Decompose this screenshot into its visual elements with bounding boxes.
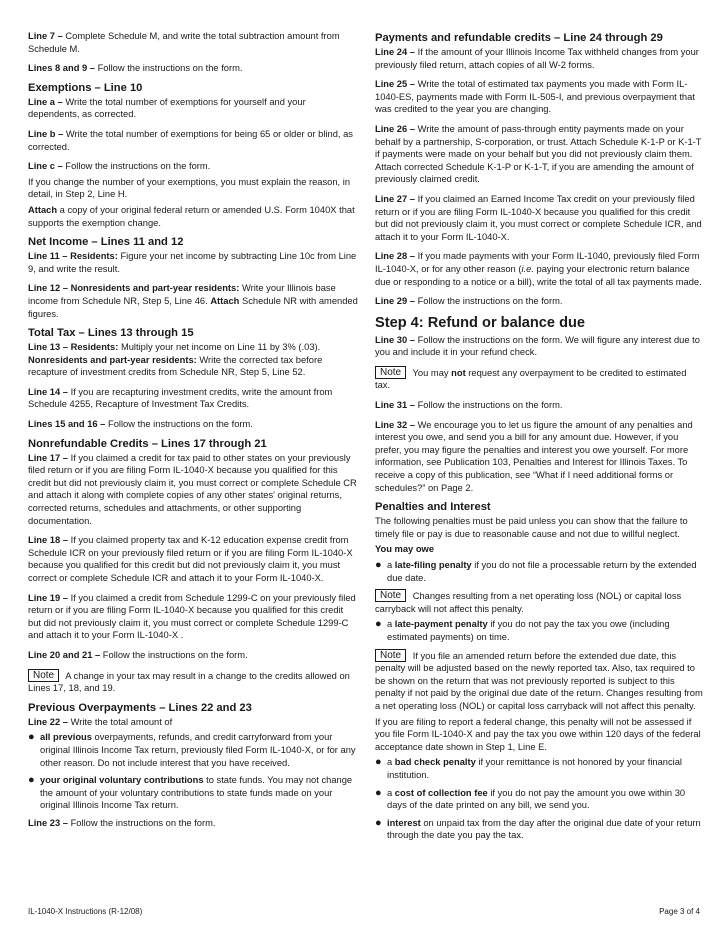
line-22: Line 22 – Write the total amount of [28, 716, 173, 727]
bullet-icon: ● [375, 786, 382, 799]
line-11: Line 11 – Residents: Figure your net income by subtracting Line 10c from Line 9, and write the result. [28, 251, 357, 274]
bullet-icon: ● [375, 756, 382, 769]
note-box: Note [28, 669, 59, 682]
payments-heading: Payments and refundable credits – Line 24 through 29 [375, 32, 663, 44]
right-column [375, 30, 703, 847]
note-box: Note [375, 589, 406, 602]
line-c: Line c – Follow the instructions on the form. [28, 161, 211, 172]
bullet-icon: ● [375, 559, 382, 571]
you-may-owe: You may owe [375, 544, 435, 555]
line-a: Line a – Write the total number of exemptions for yourself and your dependents, as corrected. [28, 96, 306, 120]
line-25: Line 25 – Write the total of estimated tax payments you made with Form IL-1040-ES, payments made with Form IL-505-I, and previous overpayment that was credited to the year you are changing. [375, 79, 695, 115]
penalties-heading: Penalties and Interest [375, 501, 491, 514]
total-tax-heading: Total Tax – Lines 13 through 15 [28, 327, 194, 340]
line-23: Line 23 – Follow the instructions on the form. [28, 817, 216, 828]
line-26: Line 26 – Write the amount of pass-through entity payments made on your behalf by a partnership, S-corporation, or trust. Attach Schedule K-1-P or K-1-T if payments were made on your behalf but you did not previously claim them. Attach corrected Schedule K-1-P or K-1-T, if you are amending the amount of previously claimed credit. [375, 123, 702, 185]
footer-page-number: Page 3 of 4 [659, 907, 700, 916]
line-18: Line 18 – If you claimed property tax and K-12 education expense credit from Schedule ICR on your previously filed return or if you are filing Form IL-1040-X because you qualified for this credit but did not previously claim it, you must correct or complete Schedule ICR and attach it to your Form IL-1040-X. [28, 535, 353, 583]
net-income-heading: Net Income – Lines 11 and 12 [28, 236, 184, 249]
bullet-icon: ● [28, 731, 35, 744]
line-19: Line 19 – If you claimed a credit from Schedule 1299-C on your previously filed return or if you are filing Form IL-1040-X because you qualified for this credit but did not previously claim it, you must correct or complete Schedule 1299-C and attach it to your Form IL-1040-X . [28, 592, 356, 641]
line-30: Line 30 – Follow the instructions on the form. We will figure any interest due to you and include it in your refund check. [375, 334, 700, 358]
list-item: ● a late-filing penalty if you do not file a processable return by the extended due date. [375, 559, 697, 583]
bullet-icon: ● [28, 774, 35, 787]
line-29: Line 29 – Follow the instructions on the form. [375, 296, 563, 307]
line-b: Line b – Write the total number of exemptions for being 65 or older or blind, as corrected. [28, 128, 353, 152]
credits-note: Note A change in your tax may result in a change to the credits allowed on Lines 17, 18, and 19. [28, 669, 350, 694]
line-13: Line 13 – Residents: Multiply your net income on Line 11 by 3% (.03). Nonresidents and part-year residents: Write the corrected tax before recapture of investment credits from Schedule NR, Step 5, Line 52. [28, 342, 323, 378]
line-27: Line 27 – If you claimed an Earned Income Tax credit on your previously filed return or if you are filing Form IL-1040-X because you qualified for this credit but did not previously claim it, you must correct or complete Schedule ICR, and attach it to your Form IL-1040-X. [375, 193, 702, 242]
bullet-icon: ● [375, 816, 382, 829]
refund-note: Note You may not request any overpayment to be credited to estimated tax. [375, 366, 687, 391]
nonrefundable-heading: Nonrefundable Credits – Lines 17 through 21 [28, 437, 267, 450]
line-28: Line 28 – If you made payments with your Form IL-1040, previously filed Form IL-1040-X, or for any other reason (i.e. paying your electronic return balance due or responding to a notice or a bill), write the total of all tax payments made. [375, 251, 702, 287]
federal-change-text: If you are filing to report a federal change, this penalty will not be assessed if you file Form IL-1040-X and pay the tax you owe within 120 days of the federal acceptance date shown in Step 1, Line E. [375, 716, 701, 752]
exemptions-heading: Exemptions – Line 10 [28, 81, 143, 94]
line-12: Line 12 – Nonresidents and part-year residents: Write your Illinois base income from Schedule NR, Step 5, Line 46. Attach Schedule NR with amended figures. [28, 283, 358, 319]
late-payment-note: Note If you file an amended return before the extended due date, this penalty will be adjusted based on the newly reported tax. Also, tax required to be shown on the return that was not previously reported is subject to this penalty if not paid by the original due date of the return. Changes resulting from a net operating loss (NOL) or capital loss carryback will not affect this penalty. [375, 649, 703, 711]
footer-form-id: IL-1040-X Instructions (R-12/08) [28, 907, 143, 916]
list-item: ● a cost of collection fee if you do not pay the amount you owe within 30 days of the date printed on any bill, we send you. [375, 786, 686, 811]
line-7: Line 7 – Complete Schedule M, and write the total subtraction amount from Schedule M. [28, 31, 340, 54]
note-box: Note [375, 649, 406, 662]
lines-20-21: Line 20 and 21 – Follow the instructions on the form. [28, 649, 248, 660]
line-14: Line 14 – If you are recapturing investment credits, write the amount from Schedule 4255, Recapture of Investment Tax Credits. [28, 386, 333, 410]
note-box: Note [375, 366, 406, 379]
line-31: Line 31 – Follow the instructions on the form. [375, 400, 563, 411]
step-4-heading: Step 4: Refund or balance due [375, 314, 586, 331]
bullet-icon: ● [375, 618, 382, 631]
line-17: Line 17 – If you claimed a credit for tax paid to other states on your previously filed return or if you are filing Form IL-1040-X because you qualified for this credit but did not previously claim it, you must correct or complete Schedule CR and attach it along with complete copies of any other states' original returns, corrected returns, schedules and attachments, or other supporting documentation. [28, 452, 357, 526]
list-item: ● a late-payment penalty if you do not pay the tax you owe (including estimated payments) on time. [375, 618, 670, 642]
previous-overpayments-heading: Previous Overpayments – Lines 22 and 23 [28, 701, 252, 714]
penalties-intro: The following penalties must be paid unless you can show that the failure to timely file or pay is due to reasonable cause and not due to willful neglect. [375, 516, 688, 539]
left-column [28, 30, 358, 837]
list-item: ● your original voluntary contributions to state funds. You may not change the amount of your voluntary contributions to state funds made on your original Illinois Income Tax return. [28, 774, 353, 811]
exemption-change-text: If you change the number of your exemptions, you must explain the reason, in detail, in Step 2, Line H. [28, 176, 351, 200]
attach-federal-return: Attach a copy of your original federal return or amended U.S. Form 1040X that supports the exemption change. [28, 204, 355, 228]
list-item: ● a bad check penalty if your remittance is not honored by your financial institution. [375, 756, 683, 780]
late-filing-note: Note Changes resulting from a net operating loss (NOL) or capital loss carryback will not affect this penalty. [375, 590, 682, 614]
line-24: Line 24 – If the amount of your Illinois Income Tax withheld changes from your previously filed return, attach copies of all W-2 forms. [375, 47, 699, 70]
list-item: ● interest on unpaid tax from the day after the original due date of your return through the date you pay the tax. [375, 816, 701, 841]
lines-8-9: Lines 8 and 9 – Follow the instructions on the form. [28, 63, 243, 74]
list-item: ● all previous overpayments, refunds, and credit carryforward from your original Illinois Income Tax return, previously filed Form IL-1040-X, or for any other reason. Do not include interest that you have received. [28, 731, 356, 768]
line-32: Line 32 – We encourage you to let us figure the amount of any penalties and interest you owe, and send you a bill for any amount due. However, if you prefer, you may figure the penalties and interest you owe yourself. For more information, see Publication 103, Penalties and Interest for Illinois Taxes. To receive a copy of this publication, see “What if I need additional forms or schedules?” on Page 2. [375, 419, 693, 493]
lines-15-16: Lines 15 and 16 – Follow the instructions on the form. [28, 419, 253, 430]
